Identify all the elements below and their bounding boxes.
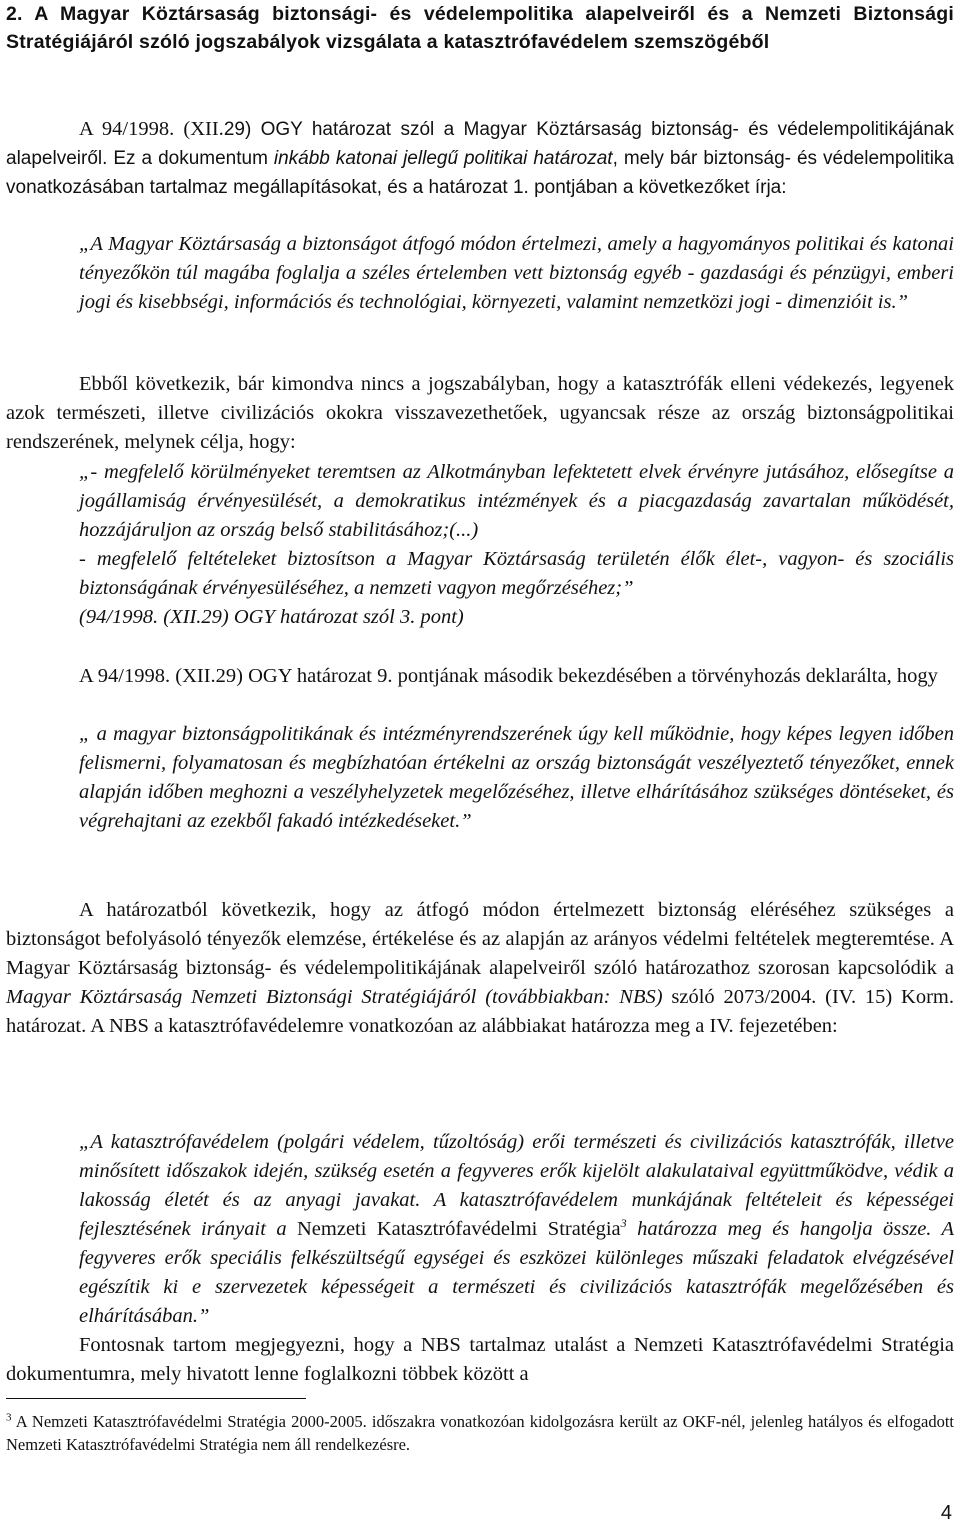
paragraph-4-emphasis: Magyar Köztársaság Nemzeti Biztonsági Stratégiájáról (továbbiakban: NBS) [6,986,663,1008]
section-title: A Magyar Köztársaság biztonsági- és védelempolitika alapelveiről és a Nemzeti Biztonsági Stratégiájáról szóló jogszabályok vizsgálata a katasztrófavédelem szemszögéből [6,3,954,53]
section-number: 2. [6,3,23,25]
paragraph-1-emphasis: inkább katonai jellegű politikai határozat [273,148,613,169]
paragraph-1 [6,115,954,202]
paragraph-4 [6,896,954,1041]
footnote [6,1410,954,1456]
footnote-reference[interactable]: 3 [620,1216,627,1231]
quote-2-item-2: - megfelelő feltételeket biztosítson a Magyar Köztársaság területén élők élet-, vagyon- és szociális biztonságának érvényesüléséhez, a nemzeti vagyon megőrzéséhez;” [79,548,954,599]
quote-4-text-a: „A katasztrófavédelem (polgári védelem, tűzoltóság) erői természeti és civilizációs katasztrófák, illetve minősített időszakok idején, szükség esetén a fegyveres erők kijelölt alakulataival együttműködve, védik a lakosság életét és az anyagi javakat. A katasztrófavédelem munkájának feltételeit és képességei fejlesztésének irányait a [79,1131,954,1240]
page-number: 4 [940,1502,952,1524]
paragraph-1-text-d: , mely bár biztonság- és védelempolitika vonatkozásában tartalmaz megállapításokat, és a határozat 1. pontjában a következőket írja: [6,148,954,198]
paragraph-2: Ebből következik, bár kimondva nincs a jogszabályban, hogy a katasztrófák elleni védekezés, legyenek azok természeti, illetve civilizációs okokra visszavezethetőek, ugyancsak része az ország biztonságpolitikai rendszerének, melynek célja, hogy: [6,373,954,453]
quote-4-text-c: határozza meg és hangolja össze. A fegyveres erők speciális felkészültségű egységei és eszközei különleges műszaki feladatok elvégzésével egészítik ki e szervezetek képességeit a természeti és civilizációs katasztrófák megelőzésében és elhárításában.” [79,1218,954,1327]
quote-3: „ a magyar biztonságpolitikának és intézményrendszerének úgy kell működnie, hogy képes legyen időben felismerni, folyamatosan és megbízhatóan értékelni az ország biztonságát veszélyeztető tényezőket, ennek alapján időben meghozni a veszélyhelyzetek megelőzéséhez, illetve elhárításához szükséges döntéseket, és végrehajtani az ezekből fakadó intézkedéseket.” [79,723,954,832]
footnote-number: 3 [6,1411,12,1424]
footnote-text: A Nemzeti Katasztrófavédelmi Stratégia 2000-2005. időszakra vonatkozóan kidolgozásra került az OKF-nél, jelenleg hatályos és elfogadott Nemzeti Katasztrófavédelmi Stratégia nem áll rendelkezésre. [6,1412,954,1454]
quote-2 [79,458,954,632]
paragraph-4-text-c: szóló 2073/2004. (IV. 15) Korm. határozat. A NBS a katasztrófavédelemre vonatkozóan az alábbiakat határozza meg a IV. fejezetében: [6,986,955,1037]
quote-4-strategy-name: Nemzeti Katasztrófavédelmi Stratégia [297,1218,621,1240]
paragraph-5: Fontosnak tartom megjegyezni, hogy a NBS tartalmaz utalást a Nemzeti Katasztrófavédelmi Stratégia dokumentumra, mely hivatott lenne foglalkozni többek között a [6,1334,954,1385]
quote-4 [79,1128,954,1331]
section-heading [6,0,954,56]
footnote-divider [6,1398,306,1399]
paragraph-1-text-b: 29) OGY határozat szól a Magyar Köztársaság biztonság- és védelempolitikájának alapelveiről. Ez a dokumentum [6,119,954,169]
paragraph-3: A 94/1998. (XII.29) OGY határozat 9. pontjának második bekezdésében a törvényhozás deklarálta, hogy [79,665,938,687]
quote-2-source: (94/1998. (XII.29) OGY határozat szól 3. pont) [79,606,464,628]
paragraph-1-text-a: A 94/1998. (XII. [79,118,224,140]
quote-2-item-1: „- megfelelő körülményeket teremtsen az Alkotmányban lefektetett elvek érvényre jutásához, elősegítse a jogállamiság érvényesülését, a demokratikus intézmények és a piacgazdaság zavartalan működését, hozzájáruljon az ország belső stabilitásához;(...) [79,461,954,541]
paragraph-4-text-a: A határozatból következik, hogy az átfogó módon értelmezett biztonság eléréséhez szükséges a biztonságot befolyásoló tényezők elemzése, értékelése és az alapján az arányos védelmi feltételek megteremtése. A Magyar Köztársaság biztonság- és védelempolitikájának alapelveiről szóló határozathoz szorosan kapcsolódik a [6,899,954,979]
quote-1: „A Magyar Köztársaság a biztonságot átfogó módon értelmezi, amely a hagyományos politikai és katonai tényezőkön túl magába foglalja a széles értelemben vett biztonság egyéb - gazdasági és pénzügyi, emberi jogi és kisebbségi, információs és technológiai, környezeti, valamint nemzetközi jogi - dimenzióit is.” [79,233,954,313]
